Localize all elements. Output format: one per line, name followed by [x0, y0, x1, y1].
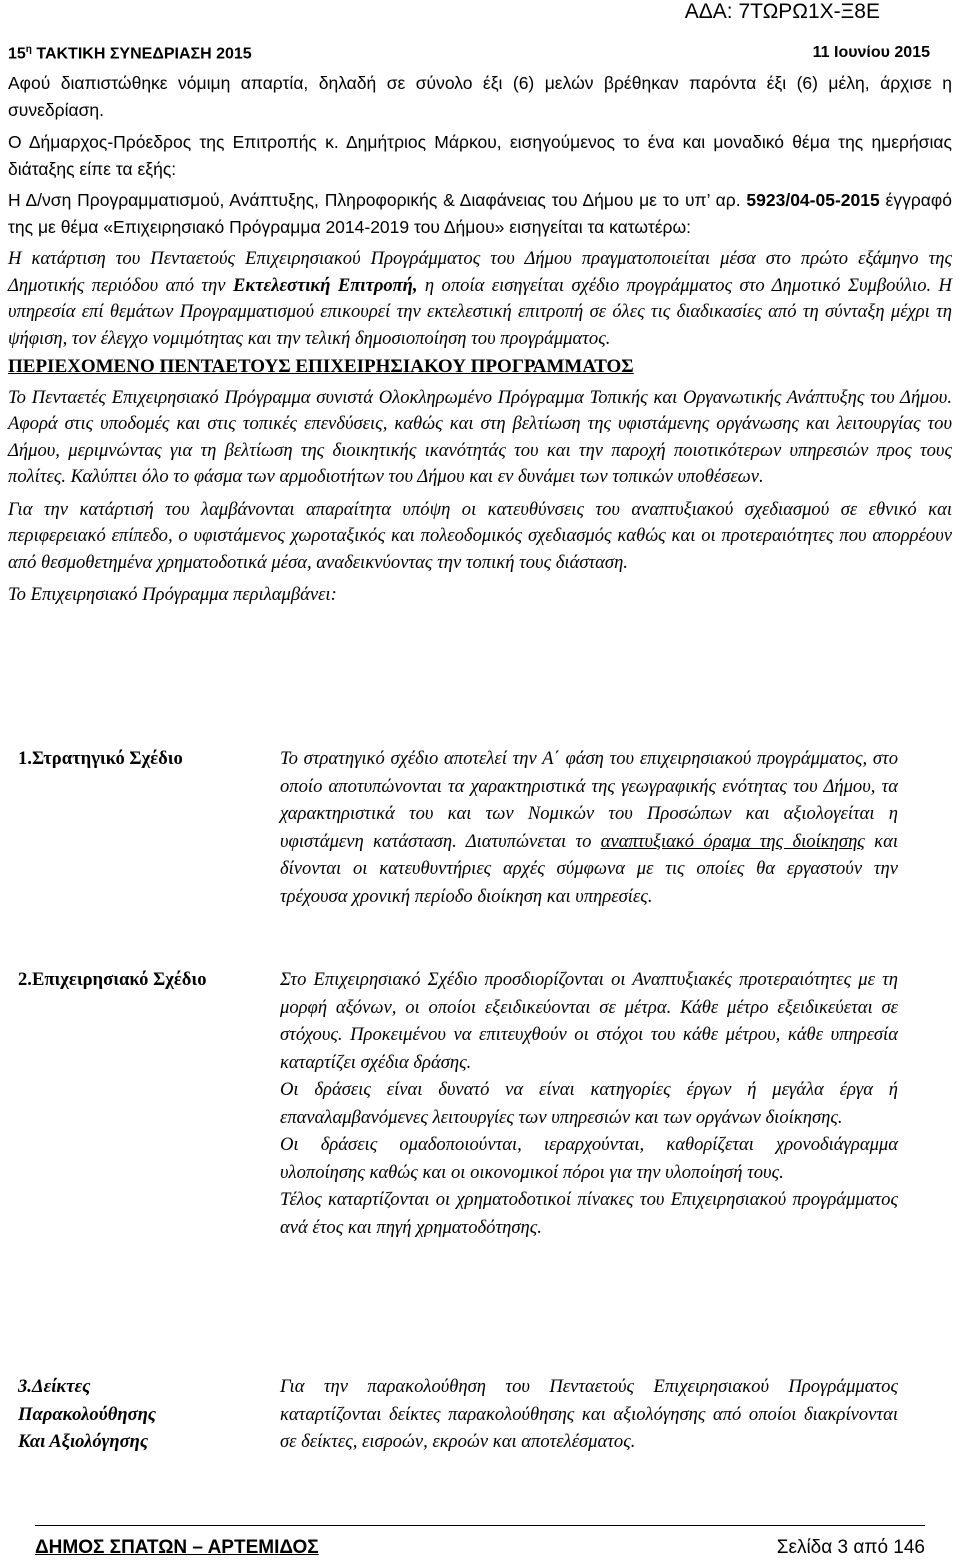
document-body	[8, 70, 952, 609]
section-text	[280, 966, 898, 1241]
body-paragraph-1: Το Πενταετές Επιχειρησιακό Πρόγραμμα συνιστά Ολοκληρωμένο Πρόγραμμα Τοπικής και Οργανωτικής Ανάπτυξης του Δήμου. Αφορά στις υποδομές και στις τοπικές επενδύσεις, καθώς και στη βελτίωση της υφιστάμενης οργάνωσης και λειτουργίας του Δήμου, μεριμνώντας για τη βελτίωση της διοικητικής ικανότητάς του και την παροχή ποιοτικότερων υπηρεσιών προς τους πολίτες. Καλύπτει όλο το φάσμα των αρμοδιοτήτων του Δήμου και εν δυνάμει των τοπικών υποθέσεων.	[8, 386, 952, 487]
intro-paragraph-2: Ο Δήμαρχος-Πρόεδρος της Επιτροπής κ. Δημήτριος Μάρκου, εισηγούμενος το ένα και μοναδικό θέμα της ημερήσιας διάταξης είπε τα εξής:	[8, 132, 952, 179]
section-strategic-plan	[8, 745, 898, 910]
executive-committee: Εκτελεστική Επιτροπή,	[232, 274, 418, 296]
section-label: 1.Στρατηγικό Σχέδιο	[18, 748, 183, 769]
footer-divider	[35, 1525, 925, 1526]
intro-paragraph-3	[8, 187, 952, 240]
text-underlined: αναπτυξιακό όραμα της διοίκησης	[600, 830, 865, 852]
section-label: 2.Επιχειρησιακό Σχέδιο	[18, 969, 207, 990]
section-operational-plan	[8, 966, 898, 1241]
body-paragraph-3: Το Επιχειρησιακό Πρόγραμμα περιλαμβάνει:	[8, 584, 337, 605]
section-text: Για την παρακολούθηση του Πενταετούς Επιχειρησιακού Προγράμματος καταρτίζονται δείκτες παρακολούθησης και αξιολόγησης από οποίοι διακρίνονται σε δείκτες, εισροών, εκροών και αποτελέσματος.	[280, 1376, 898, 1452]
ada-code: ΑΔΑ: 7ΤΩΡΩ1Χ-Ξ8Ε	[684, 0, 880, 23]
page-number: Σελίδα 3 από 146	[776, 1537, 925, 1558]
p3-part-a: Η Δ/νση Προγραμματισμού, Ανάπτυξης, Πληροφορικής & Διαφάνειας του Δήμου με το υπ’ αρ.	[8, 190, 747, 210]
session-number: 15	[8, 45, 26, 63]
section-indicators	[8, 1373, 898, 1456]
section-paragraph: Οι δράσεις ομαδοποιούνται, ιεραρχούνται, καθορίζεται χρονοδιάγραμμα υλοποίησης καθώς και οι οικονομικοί πόροι για την υλοποίησή τους.	[280, 1134, 898, 1183]
label-line: Και Αξιολόγησης	[18, 1431, 149, 1452]
text-part-a: Το στρατηγικό σχέδιο αποτελεί την Α΄ φάση του επιχειρησιακού προγράμματος, στο οποίο αποτυπώνονται τα χαρακτηριστικά της γεωγραφικής ενότητας του Δήμου, τα χαρακτηριστικά του και των Νομικών του Προσώπων και αξιολογείται η υφιστάμενη κατάσταση. Διατυπώνεται το	[280, 748, 898, 852]
intro-paragraph-1: Αφού διαπιστώθηκε νόμιμη απαρτία, δηλαδή σε σύνολο έξι (6) μελών βρέθηκαν παρόντα έξι (6) μέλη, άρχισε η συνεδρίαση.	[8, 73, 952, 120]
section-paragraph: Τέλος καταρτίζονται οι χρηματοδοτικοί πίνακες του Επιχειρησιακού προγράμματος ανά έτος και πηγή χρηματοδότησης.	[280, 1189, 898, 1238]
session-text: ΤΑΚΤΙΚΗ ΣΥΝΕΔΡΙΑΣΗ 2015	[31, 45, 252, 63]
p3-part-c: έγγραφό της με θέμα «Επιχειρησιακό Πρόγραμμα 2014-2019 του Δήμου» εισηγείται τα κατωτέρω:	[8, 190, 952, 237]
session-suffix: η	[25, 44, 32, 55]
section-text	[280, 745, 898, 910]
page-footer	[35, 1537, 925, 1559]
body-paragraph-2: Για την κατάρτισή του λαμβάνονται απαραίτητα υπόψη οι κατευθύνσεις του αναπτυξιακού σχεδιασμού σε εθνικό και περιφερειακό επίπεδο, ο υφιστάμενος χωροταξικός και πολεοδομικός σχεδιασμός καθώς και οι προτεραιότητες που απορρέουν από θεσμοθετημένα χρηματοδοτικά μέσα, αναδεικνύοντας την τοπική τους διάσταση.	[8, 498, 952, 573]
section-paragraph: Στο Επιχειρησιακό Σχέδιο προσδιορίζονται οι Αναπτυξιακές προτεραιότητες με τη μορφή αξόνων, οι οποίοι εξειδικεύονται σε μέτρα. Κάθε μέτρο εξειδικεύεται σε στόχους. Προκειμένου να επιτευχθούν οι στόχοι του κάθε μέτρου, κάθε υπηρεσία καταρτίζει σχέδια δράσης.	[280, 969, 898, 1073]
municipality-name: ΔΗΜΟΣ ΣΠΑΤΩΝ – ΑΡΤΕΜΙΔΟΣ	[35, 1537, 319, 1558]
label-line: Παρακολούθησης	[18, 1403, 157, 1425]
section-paragraph: Οι δράσεις είναι δυνατό να είναι κατηγορίες έργων ή μεγάλα έργα ή επαναλαμβανόμενες λειτουργίες των υπηρεσιών και των οργάνων διοίκησης.	[280, 1079, 898, 1128]
p4-part-c: η οποία εισηγείται σχέδιο προγράμματος στο Δημοτικό Συμβούλιο. Η υπηρεσία επί θεμάτων Προγραμματισμού επικουρεί την εκτελεστική επιτροπή σε όλες τις διαδικασίες από τη σύνταξη μέχρι τη ψήφιση, τον έλεγχο νομιμότητας και την τελική δημοσιοποίηση του προγράμματος.	[8, 274, 952, 349]
intro-paragraph-4	[8, 246, 952, 352]
p4-part-a: Η κατάρτιση του Πενταετούς Επιχειρησιακού Προγράμματος του Δήμου πραγματοποιείται μέσα στο πρώτο εξάμηνο της Δημοτικής περιόδου από την	[8, 248, 952, 296]
section-label	[8, 1373, 280, 1456]
label-line: 3.Δείκτες	[18, 1376, 91, 1397]
session-title	[8, 44, 252, 63]
document-reference: 5923/04-05-2015	[746, 190, 880, 210]
section-heading: ΠΕΡΙΕΧΟΜΕΝΟ ΠΕΝΤΑΕΤΟΥΣ ΕΠΙΧΕΙΡΗΣΙΑΚΟΥ ΠΡΟΓΡΑΜΜΑΤΟΣ	[8, 356, 634, 377]
page-header	[8, 44, 930, 63]
session-date: 11 Ιουνίου 2015	[812, 44, 930, 61]
text-part-b: και δίνονται οι κατευθυντήριες αρχές σύμφωνα με τις οποίες θα εργαστούν την τρέχουσα χρονική περίοδο διοίκηση και υπηρεσίες.	[280, 830, 899, 907]
